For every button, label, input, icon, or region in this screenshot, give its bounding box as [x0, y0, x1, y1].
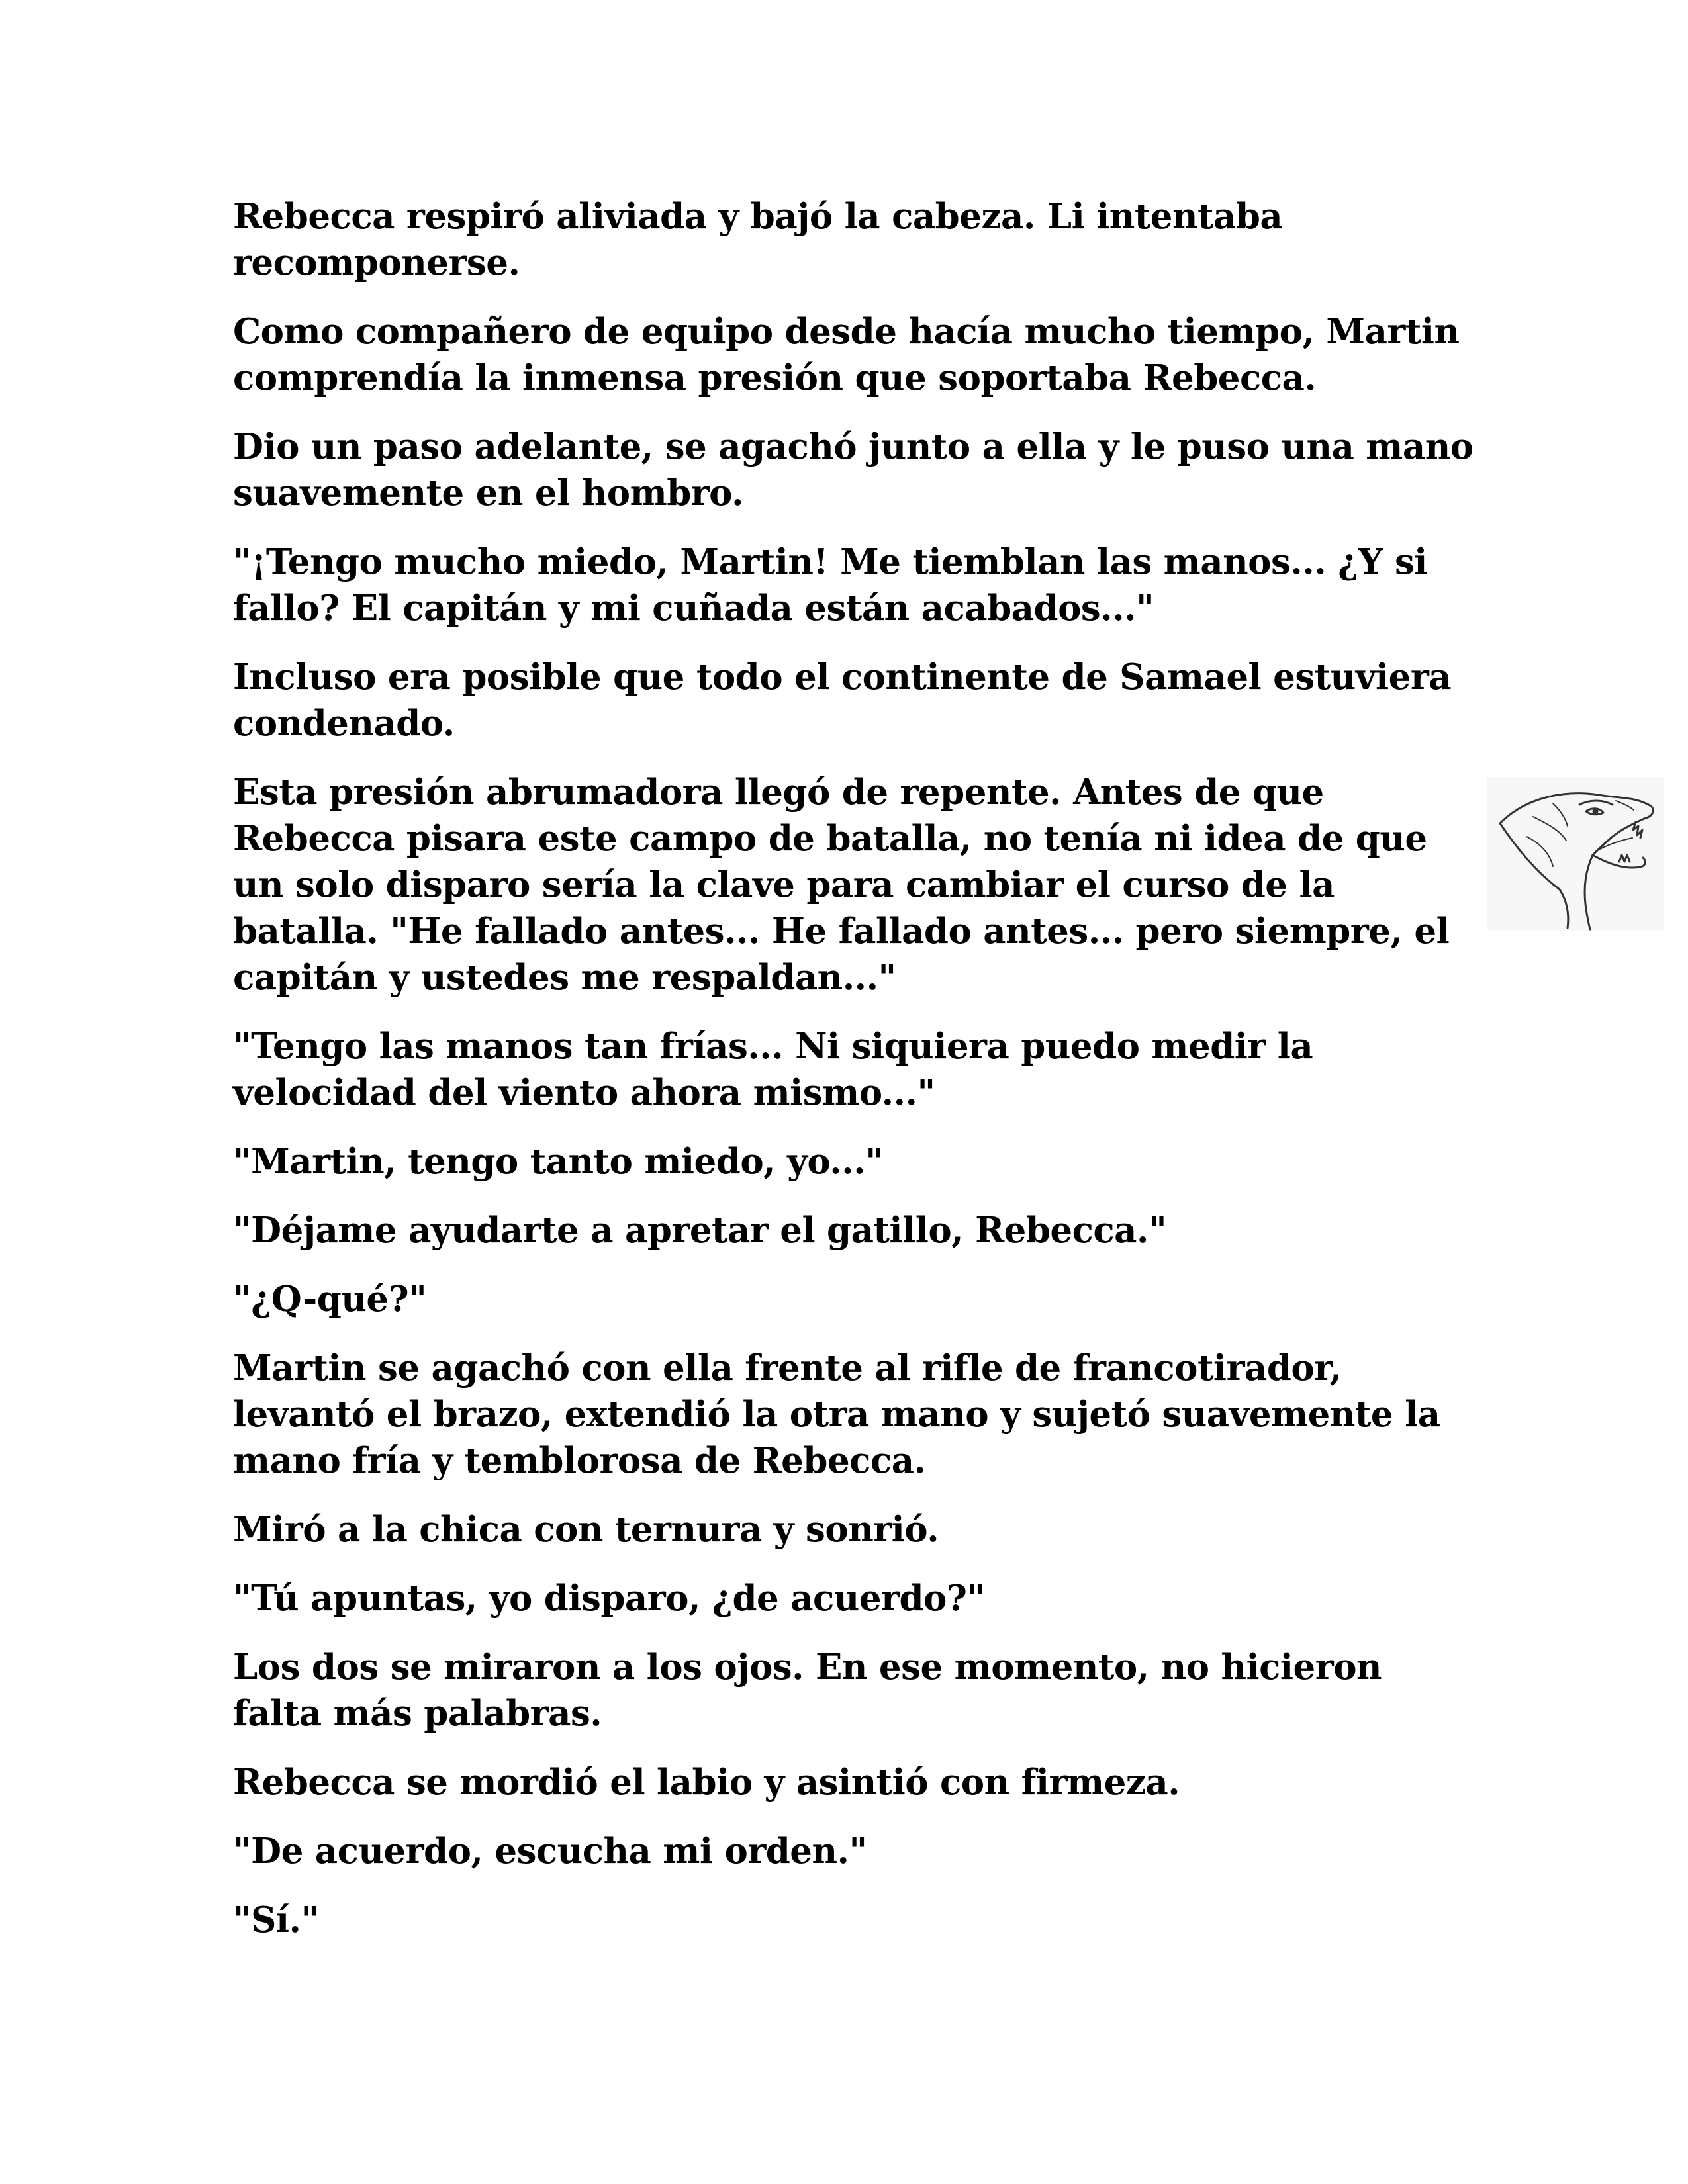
paragraph: "De acuerdo, escucha mi orden.": [233, 1831, 867, 1872]
body-text: [233, 193, 1477, 1966]
paragraph: Dio un paso adelante, se agachó junto a ella y le puso una mano suavemente en el hombro.: [233, 426, 1474, 514]
paragraph: Miró a la chica con ternura y sonrió.: [233, 1509, 939, 1550]
paragraph: Incluso era posible que todo el continente de Samael estuviera condenado.: [233, 657, 1452, 744]
paragraph: Como compañero de equipo desde hacía mucho tiempo, Martin comprendía la inmensa presión que soportaba Rebecca.: [233, 311, 1460, 398]
dinosaur-head-sketch-icon: [1487, 777, 1664, 931]
paragraph: "Déjame ayudarte a apretar el gatillo, Rebecca.": [233, 1210, 1167, 1251]
paragraph: Rebecca se mordió el labio y asintió con firmeza.: [233, 1762, 1180, 1803]
paragraph: "Martin, tengo tanto miedo, yo...": [233, 1141, 884, 1182]
paragraph: Martin se agachó con ella frente al rifle de francotirador, levantó el brazo, extendió la otra mano y sujetó suavemente la mano fría y temblorosa de Rebecca.: [233, 1347, 1440, 1481]
paragraph: "Tú apuntas, yo disparo, ¿de acuerdo?": [233, 1578, 985, 1619]
paragraph: Los dos se miraron a los ojos. En ese momento, no hicieron falta más palabras.: [233, 1647, 1382, 1734]
paragraph: "¿Q-qué?": [233, 1279, 427, 1320]
paragraph: "Sí.": [233, 1899, 319, 1940]
paragraph: "Tengo las manos tan frías... Ni siquiera puedo medir la velocidad del viento ahora mismo...": [233, 1026, 1313, 1113]
paragraph: Esta presión abrumadora llegó de repente. Antes de que Rebecca pisara este campo de batalla, no tenía ni idea de que un solo disparo sería la clave para cambiar el curso de la batalla. "He fallado antes... He fallado antes... pero siempre, el capitán y ustedes me respaldan...": [233, 772, 1450, 998]
paragraph: "¡Tengo mucho miedo, Martin! Me tiemblan las manos... ¿Y si fallo? El capitán y mi cuñada están acabados...": [233, 541, 1427, 629]
paragraph: Rebecca respiró aliviada y bajó la cabeza. Li intentaba recomponerse.: [233, 196, 1283, 283]
